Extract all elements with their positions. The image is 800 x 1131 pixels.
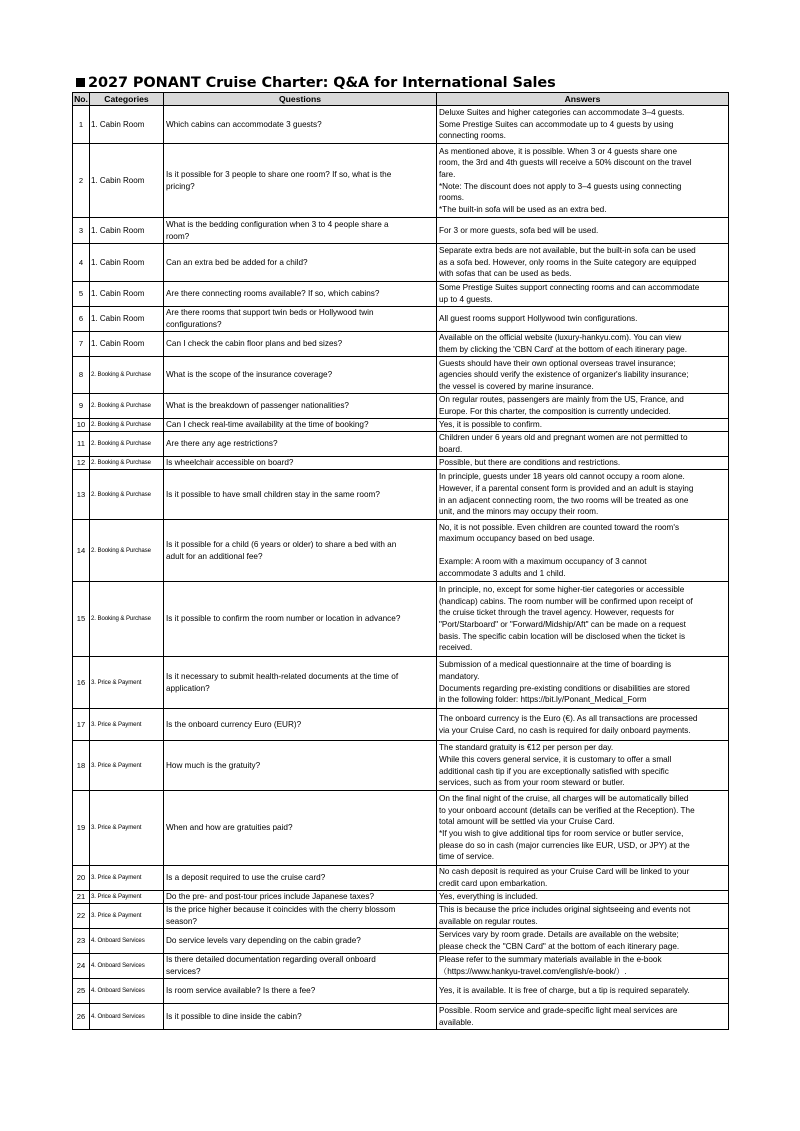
row-category: 2. Booking & Purchase xyxy=(90,582,164,657)
table-row xyxy=(73,394,729,419)
question-line: Is it possible to have small children stay in the same room? xyxy=(166,489,380,499)
answer-line: *If you wish to give additional tips for room service or butler service, xyxy=(439,829,684,838)
row-answer xyxy=(437,929,729,954)
row-question xyxy=(164,582,437,657)
row-question xyxy=(164,904,437,929)
document-title-text: 2027 PONANT Cruise Charter: Q&A for International Sales xyxy=(88,75,556,91)
row-category: 1. Cabin Room xyxy=(90,332,164,357)
header-no: No. xyxy=(74,93,88,104)
row-question xyxy=(164,457,437,470)
row-question xyxy=(164,244,437,282)
table-body xyxy=(73,106,729,1030)
row-question xyxy=(164,357,437,394)
row-question xyxy=(164,470,437,520)
row-answer xyxy=(437,357,729,394)
row-category: 4. Onboard Services xyxy=(90,954,164,979)
row-number: 20 xyxy=(73,866,90,891)
answer-line: credit card upon embarkation. xyxy=(439,879,548,888)
answer-line: Possible, but there are conditions and restrictions. xyxy=(439,458,621,468)
row-answer xyxy=(437,244,729,282)
row-number: 3 xyxy=(73,218,90,244)
row-question xyxy=(164,891,437,904)
answer-line: For 3 or more guests, sofa bed will be used. xyxy=(439,225,599,235)
question-line: What is the bedding configuration when 3 to 4 people share a xyxy=(166,219,389,229)
row-answer xyxy=(437,891,729,904)
question-line: configurations? xyxy=(166,320,222,329)
row-answer xyxy=(437,709,729,741)
question-line: How much is the gratuity? xyxy=(166,760,261,770)
question-line: Is there detailed documentation regarding overall onboard xyxy=(166,955,376,965)
answer-line: rooms. xyxy=(439,193,465,203)
row-number: 16 xyxy=(73,657,90,709)
row-number: 6 xyxy=(73,307,90,332)
row-answer xyxy=(437,657,729,709)
question-line: Which cabins can accommodate 3 guests? xyxy=(166,119,322,129)
answer-line: Deluxe Suites and higher categories can accommodate 3–4 guests. xyxy=(439,108,685,118)
row-category: 3. Price & Payment xyxy=(90,891,164,904)
answer-line: However, if a parental consent form is provided and an adult is staying xyxy=(439,483,694,493)
answer-line: Yes, everything is included. xyxy=(439,892,538,902)
answer-line: please do so in cash (major currencies like EUR, USD, or JPY) at the xyxy=(439,840,690,850)
table-row xyxy=(73,891,729,904)
answer-line: Children under 6 years old and pregnant women are not permitted to xyxy=(439,433,688,443)
row-question xyxy=(164,307,437,332)
row-number: 17 xyxy=(73,709,90,741)
table-header-row xyxy=(73,93,729,106)
row-number: 22 xyxy=(73,904,90,929)
row-question xyxy=(164,332,437,357)
question-line: services? xyxy=(166,967,201,976)
row-question xyxy=(164,709,437,741)
answer-line: The standard gratuity is €12 per person per day. xyxy=(439,743,614,753)
header-answers: Answers xyxy=(437,93,729,106)
answer-line: Available on the official website (luxury-hankyu.com). You can view xyxy=(439,333,682,343)
row-number: 15 xyxy=(73,582,90,657)
row-question xyxy=(164,282,437,307)
table-row xyxy=(73,954,729,979)
row-category: 3. Price & Payment xyxy=(90,904,164,929)
row-answer xyxy=(437,741,729,791)
answer-line: in an adjacent connecting room, the two rooms will be treated as one xyxy=(439,495,689,505)
row-number: 4 xyxy=(73,244,90,282)
answer-line: No cash deposit is required as your Cruise Card will be linked to your xyxy=(439,867,690,877)
row-number: 5 xyxy=(73,282,90,307)
row-question xyxy=(164,791,437,866)
row-number: 1 xyxy=(73,106,90,144)
answer-line: the vessel is covered by marine insurance. xyxy=(439,381,594,391)
row-answer xyxy=(437,520,729,582)
answer-line: received. xyxy=(439,643,473,653)
question-line: Can I check real-time availability at the time of booking? xyxy=(166,420,369,430)
answer-line: connecting rooms. xyxy=(439,131,506,141)
question-line: adult for an additional fee? xyxy=(166,551,263,561)
question-line: room? xyxy=(166,231,190,241)
question-line: Are there rooms that support twin beds or Hollywood twin xyxy=(166,308,374,318)
row-number: 9 xyxy=(73,394,90,419)
row-answer xyxy=(437,457,729,470)
question-line: Is wheelchair accessible on board? xyxy=(166,458,294,468)
answer-line: On regular routes, passengers are mainly from the US, France, and xyxy=(439,395,684,405)
answer-line: In principle, no, except for some higher-tier categories or accessible xyxy=(439,585,685,595)
answer-line: them by clicking the 'CBN Card' at the bottom of each itinerary page. xyxy=(439,345,687,354)
table-row xyxy=(73,282,729,307)
table-row xyxy=(73,332,729,357)
row-question xyxy=(164,106,437,144)
question-line: Are there connecting rooms available? If so, which cabins? xyxy=(166,289,380,299)
question-line: Is a deposit required to use the cruise card? xyxy=(166,873,326,883)
question-line: Can I check the cabin floor plans and bed sizes? xyxy=(166,339,343,349)
question-line: When and how are gratuities paid? xyxy=(166,823,293,833)
row-answer xyxy=(437,144,729,218)
row-category: 4. Onboard Services xyxy=(90,979,164,1004)
row-number: 12 xyxy=(73,457,90,470)
answer-line: Services vary by room grade. Details are available on the website; xyxy=(439,930,679,940)
row-question xyxy=(164,218,437,244)
row-category: 3. Price & Payment xyxy=(90,709,164,741)
table-row xyxy=(73,106,729,144)
row-category: 2. Booking & Purchase xyxy=(90,432,164,457)
row-category: 2. Booking & Purchase xyxy=(90,394,164,419)
table-row xyxy=(73,791,729,866)
answer-blank-line xyxy=(439,545,727,557)
answer-line: This is because the price includes original sightseeing and events not xyxy=(439,905,691,915)
row-number: 19 xyxy=(73,791,90,866)
table-row xyxy=(73,244,729,282)
answer-line: (handicap) cabins. The room number will be confirmed upon receipt of xyxy=(439,596,693,606)
row-category: 4. Onboard Services xyxy=(90,1004,164,1030)
answer-line: Documents regarding pre-existing conditions or disabilities are stored xyxy=(439,683,690,693)
row-question xyxy=(164,741,437,791)
answer-line: On the final night of the cruise, all charges will be automatically billed xyxy=(439,794,689,804)
answer-line: Separate extra beds are not available, but the built-in sofa can be used xyxy=(439,246,696,256)
row-answer xyxy=(437,954,729,979)
question-line: application? xyxy=(166,683,210,693)
row-category: 1. Cabin Room xyxy=(90,307,164,332)
row-category: 2. Booking & Purchase xyxy=(90,419,164,432)
row-answer xyxy=(437,106,729,144)
row-question xyxy=(164,1004,437,1030)
answer-line: via your Cruise Card, no cash is required for daily onboard payments. xyxy=(439,725,691,735)
answer-line: total amount will be settled via your Cruise Card. xyxy=(439,817,615,827)
row-category: 1. Cabin Room xyxy=(90,106,164,144)
row-number: 10 xyxy=(73,419,90,432)
answer-line: Yes, it is available. It is free of charge, but a tip is required separately. xyxy=(439,986,690,996)
table-row xyxy=(73,979,729,1004)
row-category: 2. Booking & Purchase xyxy=(90,470,164,520)
row-category: 1. Cabin Room xyxy=(90,144,164,218)
question-line: Is it possible for 3 people to share one room? If so, what is the xyxy=(166,169,392,179)
table-row xyxy=(73,904,729,929)
row-question xyxy=(164,866,437,891)
table-row xyxy=(73,709,729,741)
row-answer xyxy=(437,791,729,866)
answer-line: Example: A room with a maximum occupancy of 3 cannot xyxy=(439,557,647,567)
answer-line: fare. xyxy=(439,169,456,179)
question-line: Are there any age restrictions? xyxy=(166,439,278,449)
row-answer xyxy=(437,904,729,929)
row-question xyxy=(164,419,437,432)
answer-line: Europe. For this charter, the composition is currently undecided. xyxy=(439,407,671,416)
row-answer xyxy=(437,282,729,307)
answer-line: Possible. Room service and grade-specific light meal services are xyxy=(439,1005,678,1015)
row-question xyxy=(164,954,437,979)
answer-line: The onboard currency is the Euro (€). As all transactions are processed xyxy=(439,713,698,723)
answer-line: services, such as from your room steward or butler. xyxy=(439,778,625,788)
row-category: 2. Booking & Purchase xyxy=(90,520,164,582)
row-answer xyxy=(437,419,729,432)
row-number: 24 xyxy=(73,954,90,979)
row-category: 1. Cabin Room xyxy=(90,218,164,244)
answer-line: Submission of a medical questionnaire at the time of boarding is xyxy=(439,660,672,670)
row-answer xyxy=(437,307,729,332)
question-line: Can an extra bed be added for a child? xyxy=(166,257,308,267)
row-answer xyxy=(437,470,729,520)
answer-line: up to 4 guests. xyxy=(439,295,493,304)
row-question xyxy=(164,144,437,218)
answer-line: available on regular routes. xyxy=(439,917,538,926)
row-number: 26 xyxy=(73,1004,90,1030)
answer-line: *Note: The discount does not apply to 3–4 guests using connecting xyxy=(439,181,682,191)
row-question xyxy=(164,520,437,582)
answer-line: to your onboard account (details can be verified at the Reception). The xyxy=(439,805,695,815)
answer-line: No, it is not possible. Even children are counted toward the room's xyxy=(439,522,680,532)
answer-line: basis. The specific cabin location will be disclosed when the ticket is xyxy=(439,631,686,641)
answer-line: maximum occupancy based on bed usage. xyxy=(439,534,595,544)
row-question xyxy=(164,657,437,709)
row-number: 25 xyxy=(73,979,90,1004)
question-line: Do service levels vary depending on the cabin grade? xyxy=(166,936,361,946)
row-category: 1. Cabin Room xyxy=(90,244,164,282)
answer-line: time of service. xyxy=(439,852,495,862)
answer-line: board. xyxy=(439,445,463,454)
row-answer xyxy=(437,979,729,1004)
table-row xyxy=(73,582,729,657)
answer-line: unit, and the minors may occupy their room. xyxy=(439,507,599,517)
square-bullet-icon xyxy=(76,78,85,87)
row-answer xyxy=(437,866,729,891)
row-number: 23 xyxy=(73,929,90,954)
question-line: What is the breakdown of passenger nationalities? xyxy=(166,401,349,411)
question-line: Is the price higher because it coincides with the cherry blossom xyxy=(166,905,396,915)
answer-line: Some Prestige Suites support connecting rooms and can accommodate xyxy=(439,283,700,293)
row-category: 4. Onboard Services xyxy=(90,929,164,954)
answer-line: the cruise ticket through the travel agency. However, requests for xyxy=(439,608,675,618)
row-question xyxy=(164,979,437,1004)
header-categories: Categories xyxy=(90,93,164,106)
row-number: 14 xyxy=(73,520,90,582)
row-category: 3. Price & Payment xyxy=(90,741,164,791)
question-line: Is it possible to confirm the room number or location in advance? xyxy=(166,614,401,624)
answer-line: （https://www.hankyu-travel.com/english/e-book/）. xyxy=(439,967,627,976)
row-number: 7 xyxy=(73,332,90,357)
row-question xyxy=(164,394,437,419)
answer-line: As mentioned above, it is possible. When 3 or 4 guests share one xyxy=(439,146,678,156)
table-row xyxy=(73,929,729,954)
row-category: 2. Booking & Purchase xyxy=(90,357,164,394)
answer-line: Please refer to the summary materials available in the e-book xyxy=(439,955,662,965)
row-number: 11 xyxy=(73,432,90,457)
row-question xyxy=(164,929,437,954)
row-category: 2. Booking & Purchase xyxy=(90,457,164,470)
row-question xyxy=(164,432,437,457)
table-row xyxy=(73,866,729,891)
answer-line: in the following folder: https://bit.ly/Ponant_Medical_Form xyxy=(439,695,647,705)
answer-line: *The built-in sofa will be used as an extra bed. xyxy=(439,204,607,214)
table-row xyxy=(73,657,729,709)
table-row xyxy=(73,357,729,394)
answer-line: "Port/Starboard" or "Forward/Midship/Aft" can be made on a request xyxy=(439,620,686,629)
question-line: Do the pre- and post-tour prices include Japanese taxes? xyxy=(166,892,374,902)
question-line: Is the onboard currency Euro (EUR)? xyxy=(166,719,302,729)
row-number: 13 xyxy=(73,470,90,520)
answer-line: In principle, guests under 18 years old cannot occupy a room alone. xyxy=(439,472,685,482)
row-category: 3. Price & Payment xyxy=(90,791,164,866)
row-answer xyxy=(437,582,729,657)
answer-line: mandatory. xyxy=(439,671,480,681)
answer-line: additional cash tip if you are exceptionally satisfied with specific xyxy=(439,766,669,776)
qa-table xyxy=(72,92,729,1030)
answer-line: please check the "CBN Card" at the bottom of each itinerary page. xyxy=(439,942,680,951)
answer-line: room, the 3rd and 4th guests will receive a 50% discount on the travel xyxy=(439,158,692,168)
question-line: Is it necessary to submit health-related documents at the time of xyxy=(166,671,399,681)
row-category: 1. Cabin Room xyxy=(90,282,164,307)
table-row xyxy=(73,1004,729,1030)
row-category: 3. Price & Payment xyxy=(90,866,164,891)
table-row xyxy=(73,432,729,457)
row-number: 18 xyxy=(73,741,90,791)
answer-line: as a sofa bed. However, only rooms in the Suite category are equipped xyxy=(439,257,697,267)
row-answer xyxy=(437,394,729,419)
row-category: 3. Price & Payment xyxy=(90,657,164,709)
table-row xyxy=(73,741,729,791)
answer-line: available. xyxy=(439,1017,474,1027)
table-row xyxy=(73,144,729,218)
question-line: Is room service available? Is there a fee? xyxy=(166,986,316,996)
table-row xyxy=(73,520,729,582)
answer-line: Yes, it is possible to confirm. xyxy=(439,420,542,430)
table-row xyxy=(73,419,729,432)
question-line: What is the scope of the insurance coverage? xyxy=(166,370,333,380)
answer-line: All guest rooms support Hollywood twin configurations. xyxy=(439,314,638,324)
row-number: 8 xyxy=(73,357,90,394)
row-number: 2 xyxy=(73,144,90,218)
table-row xyxy=(73,470,729,520)
question-line: Is it possible to dine inside the cabin? xyxy=(166,1011,302,1021)
table-row xyxy=(73,307,729,332)
table-row xyxy=(73,218,729,244)
answer-line: Some Prestige Suites can accommodate up to 4 guests by using xyxy=(439,119,674,129)
row-answer xyxy=(437,218,729,244)
answer-line: with sofas that can be used as beds. xyxy=(439,269,572,279)
question-line: season? xyxy=(166,917,197,926)
document-title xyxy=(72,74,728,92)
document-page xyxy=(72,74,728,1030)
row-answer xyxy=(437,1004,729,1030)
row-answer xyxy=(437,332,729,357)
table-row xyxy=(73,457,729,470)
answer-line: agencies should verify the existence of organizer's liability insurance; xyxy=(439,370,689,380)
header-questions: Questions xyxy=(164,93,437,106)
question-line: pricing? xyxy=(166,181,195,191)
row-answer xyxy=(437,432,729,457)
answer-line: accommodate 3 adults and 1 child. xyxy=(439,568,566,578)
answer-line: While this covers general service, it is customary to offer a small xyxy=(439,754,672,764)
question-line: Is it possible for a child (6 years or older) to share a bed with an xyxy=(166,539,397,549)
row-number: 21 xyxy=(73,891,90,904)
answer-line: Guests should have their own optional overseas travel insurance; xyxy=(439,358,676,368)
